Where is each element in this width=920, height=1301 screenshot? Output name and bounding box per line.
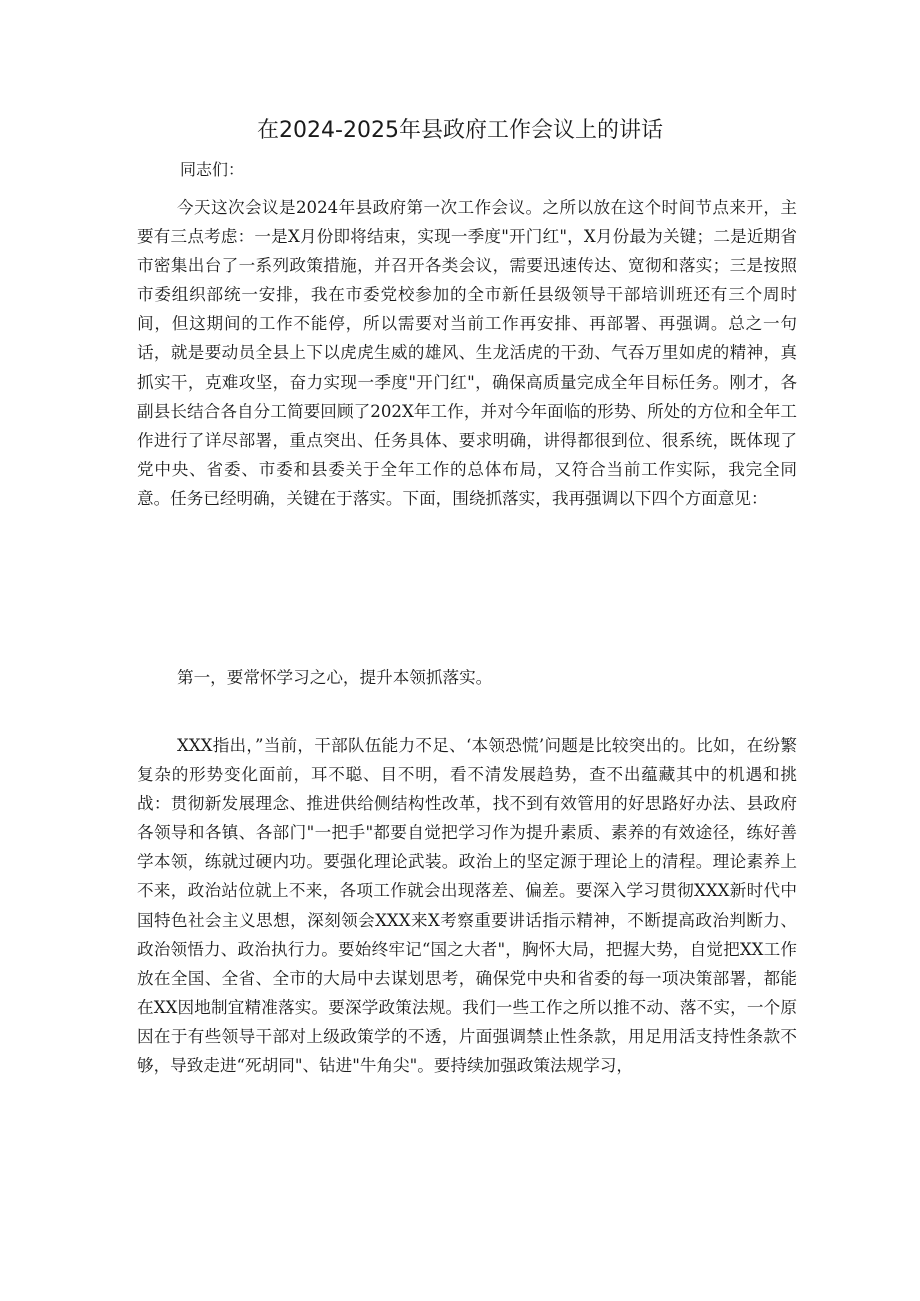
paragraph-heading-first: 第一，要常怀学习之心，提升本领抓落实。	[177, 668, 493, 687]
salutation: 同志们：	[180, 160, 245, 179]
paragraph-learning: XXX指出，”当前，干部队伍能力不足、‘本领恐慌’问题是比较突出的。比如，在纷繁复杂的形势变化面前，耳不聪、目不明，看不清发展趋势，查不出蕴藏其中的机遇和挑战：贯彻新发展理念、推进供给侧结构性改革，找不到有效管用的好思路好办法、县政府各领导和各镇、各部门"一把手"都要自觉把学习作为提升素质、素养的有效途径，练好善学本领，练就过硬内功。要强化理论武装。政治上的坚定源于理论上的清程。理论素养上不来，政治站位就上不来，各项工作就会出现落差、偏差。要深入学习贯彻XXX新时代中国特色社会主义思想，深刻领会XXX来X考察重要讲话指示精神，不断提高政治判断力、政治领悟力、政治执行力。要始终牢记“国之大者"，胸怀大局，把握大势，自觉把XX工作放在全国、全省、全市的大局中去谋划思考，确保党中央和省委的每一项决策部署，都能在XX因地制宜精准落实。要深学政策法规。我们一些工作之所以推不动、落不实，一个原因在于有些领导干部对上级政策学的不透，片面强调禁止性条款，用足用活支持性条款不够，导致走进“死胡同"、钻进"牛角尖"。要持续加强政策法规学习，	[137, 736, 797, 1076]
document-title: 在2024-2025年县政府工作会议上的讲话	[257, 118, 663, 143]
paragraph-opening: 今天这次会议是2024年县政府第一次工作会议。之所以放在这个时间节点来开，主要有三点考虑：一是X月份即将结束，实现一季度"开门红"，X月份最为关键；二是近期省市密集出台了一系列政策措施，并召开各类会议，需要迅速传达、宽彻和落实；三是按照市委组织部统一安排，我在市委党校参加的全市新任县级领导干部培训班还有三个周时间，但这期间的工作不能停，所以需要对当前工作再安排、再部署、再强调。总之一句话，就是要动员全县上下以虎虎生威的雄风、生龙活虎的干劲、气吞万里如虎的精神，真抓实干，克难攻坚，奋力实现一季度"开门红"，确保高质量完成全年目标任务。刚才，各副县长结合各自分工简要回顾了202X年工作，并对今年面临的形势、所处的方位和全年工作进行了详尽部署，重点突出、任务具体、要求明确，讲得都很到位、很系统，既体现了党中央、省委、市委和县委关于全年工作的总体布局，又符合当前工作实际，我完全同意。任务已经明确，关键在于落实。下面，围绕抓落实，我再强调以下四个方面意见：	[137, 198, 797, 508]
